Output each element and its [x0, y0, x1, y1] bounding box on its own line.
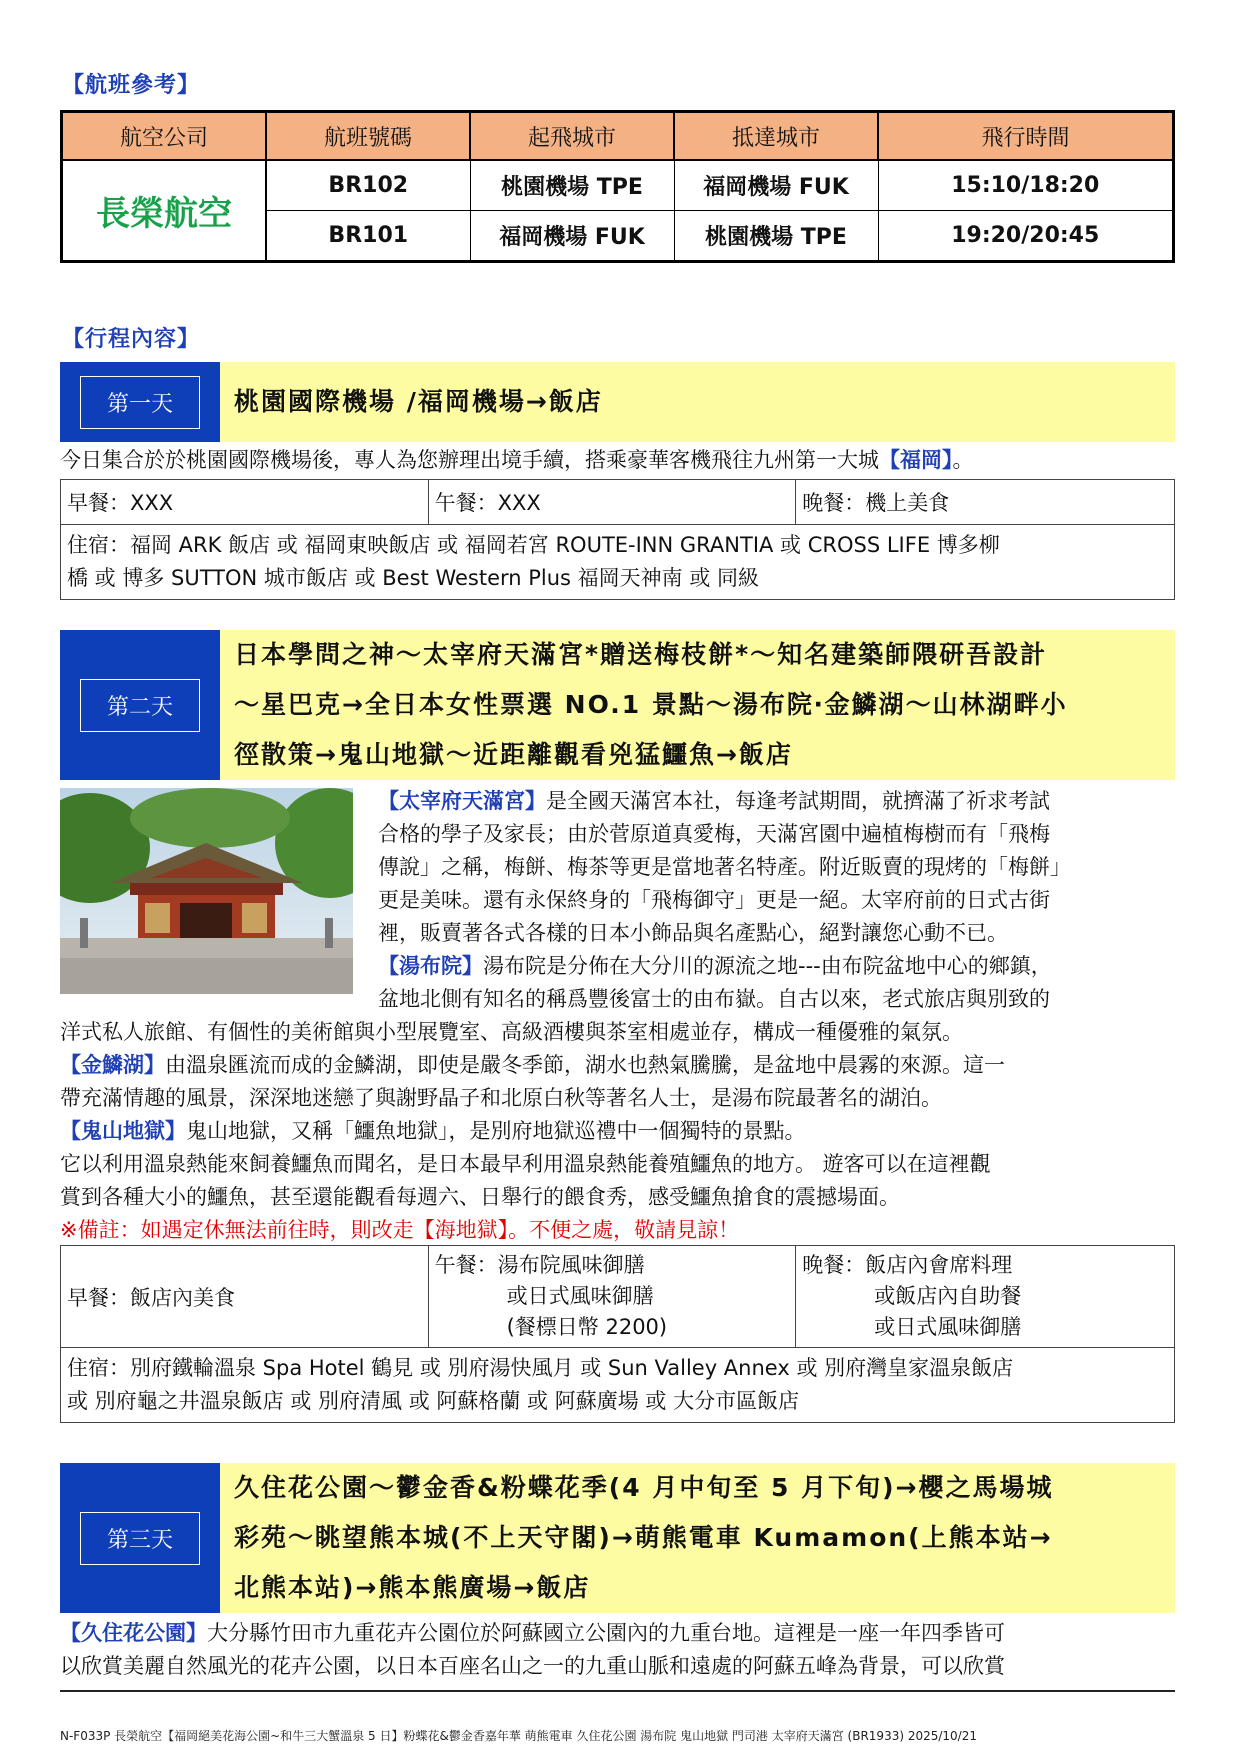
departure-city: 福岡機場 FUK — [470, 211, 674, 262]
header-departure: 起飛城市 — [470, 112, 674, 161]
flight-time: 19:20/20:45 — [878, 211, 1174, 262]
day1-lunch: 午餐：XXX — [428, 480, 796, 525]
arrival-city: 福岡機場 FUK — [674, 160, 878, 211]
flight-table — [60, 110, 1175, 263]
day1-label: 第一天 — [80, 376, 200, 429]
day3-label: 第三天 — [80, 1512, 200, 1565]
flight-number: BR101 — [266, 211, 470, 262]
day1-hotel: 住宿：福岡 ARK 飯店 或 福岡東映飯店 或 福岡若宮 ROUTE-INN GRANTIA 或 CROSS LIFE 博多柳 橋 或 博多 SUTTON 城市飯店 或 Best Western Plus 福岡天神南 或 同級 — [61, 525, 1175, 600]
kinrinko-paragraph: 【金鱗湖】由溫泉匯流而成的金鱗湖，即使是嚴冬季節，湖水也熱氣騰騰，是盆地中晨霧的來源。這一 — [60, 1053, 1005, 1077]
header-time: 飛行時間 — [878, 112, 1174, 161]
itinerary-section-title: 【行程內容】 — [62, 327, 201, 352]
day1-meal-table — [60, 479, 1175, 600]
dazaifu-paragraph: 【太宰府天滿宮】是全國天滿宮本社，每逢考試期間，就擠滿了祈求考試 合格的學子及家長；由於菅原道真愛梅，天滿宮園中遍植梅樹而有「飛梅 傳說」之稱，梅餅、梅茶等更是當地著名特產。附近販賣的現烤的「梅餅」 更是美味。還有永保終身的「飛梅御守」更是一絕。太宰府前的日式古街 裡，販賣著各式各樣的日本小飾品與名產點心，絕對讓您心動不已。 【湯布院】湯布院是分佈在大分川的源流之地---由布院盆地中心的鄉鎮， 盆地北側有知名的稱爲豐後富士的由布嶽。自古以來，老式旅店與別致的 — [378, 789, 1071, 1011]
day2-hotel: 住宿：別府鐵輪溫泉 Spa Hotel 鶴見 或 別府湯快風月 或 Sun Valley Annex 或 別府灣皇家溫泉飯店 或 別府龜之井溫泉飯店 或 別府清風 或 阿蘇格蘭 或 阿蘇廣場 或 大分市區飯店 — [61, 1348, 1175, 1423]
yufuin-continued: 洋式私人旅館、有個性的美術館與小型展覽室、高級酒樓與茶室相處並存，構成一種優雅的氣氛。 — [60, 1020, 963, 1044]
day2-lunch: 午餐：湯布院風味御膳 或日式風味御膳 (餐標日幣 2200) — [428, 1246, 796, 1348]
flight-time: 15:10/18:20 — [878, 160, 1174, 211]
day2-header — [60, 630, 1175, 780]
day3-label-box — [60, 1463, 220, 1613]
flight-number: BR102 — [266, 160, 470, 211]
day1-header — [60, 362, 1175, 442]
departure-city: 桃園機場 TPE — [470, 160, 674, 211]
day1-breakfast: 早餐：XXX — [61, 480, 429, 525]
kuju-paragraph: 【久住花公園】大分縣竹田市九重花卉公園位於阿蘇國立公園內的九重台地。這裡是一座一年四季皆可 以欣賞美麗自然風光的花卉公園，以日本百座名山之一的九重山脈和遠處的阿蘇五峰為背景，可以欣賞 — [60, 1621, 1005, 1678]
footer-divider — [60, 1690, 1175, 1692]
flight-table-header — [62, 112, 1174, 161]
day2-paragraphs: 洋式私人旅館、有個性的美術館與小型展覽室、高級酒樓與茶室相處並存，構成一種優雅的氣氛。 【金鱗湖】由溫泉匯流而成的金鱗湖，即使是嚴冬季節，湖水也熱氣騰騰，是盆地中晨霧的來源。這一 帶充滿情趣的風景，深深地迷戀了與謝野晶子和北原白秋等著名人士，是湯布院最著名的湖泊。 【鬼山地獄】鬼山地獄，又稱「鱷魚地獄」，是別府地獄巡禮中一個獨特的景點。 它以利用溫泉熱能來飼養鱷魚而聞名，是日本最早利用溫泉熱能養殖鱷魚的地方。 遊客可以在這裡觀 賞到各種大小的鱷魚，甚至還能觀看每週六、日舉行的餵食秀，感受鱷魚搶食的震撼場面。 ※備註：如遇定休無法前往時，則改走【海地獄】。不便之處，敬請見諒！ — [60, 1016, 1185, 1247]
day2-meal-table — [60, 1245, 1175, 1423]
footer-text: N-F033P 長榮航空【福岡絕美花海公園~和牛三大蟹溫泉 5 日】粉蝶花&鬱金香嘉年華 萌熊電車 久住花公園 湯布院 鬼山地獄 門司港 太宰府天滿宮 (BR1933) 2025/10/21 — [60, 1729, 977, 1743]
day2-label-box — [60, 630, 220, 780]
shrine-image-icon — [60, 788, 353, 994]
day1-label-box — [60, 362, 220, 442]
header-arrival: 抵達城市 — [674, 112, 878, 161]
day2-label: 第二天 — [80, 679, 200, 732]
oniyama-paragraph: 【鬼山地獄】鬼山地獄，又稱「鱷魚地獄」，是別府地獄巡禮中一個獨特的景點。 — [60, 1119, 806, 1143]
day2-breakfast: 早餐：飯店內美食 — [61, 1246, 429, 1348]
day2-dinner: 晚餐：飯店內會席料理 或飯店內自助餐 或日式風味御膳 — [796, 1246, 1175, 1348]
table-row — [62, 160, 1174, 211]
header-flight-no: 航班號碼 — [266, 112, 470, 161]
arrival-city: 桃園機場 TPE — [674, 211, 878, 262]
day3-header — [60, 1463, 1175, 1613]
day3-title: 久住花公園～鬱金香&粉蝶花季(4 月中旬至 5 月下旬)→櫻之馬場城 彩苑～眺望熊本城(不上天守閣)→萌熊電車 Kumamon(上熊本站→ 北熊本站)→熊本熊廣場→飯店 — [220, 1463, 1175, 1613]
day1-description: 今日集合於於桃園國際機場後，專人為您辦理出境手續，搭乘豪華客機飛往九州第一大城【福岡】。 — [60, 448, 974, 472]
day1-title: 桃園國際機場 /福岡機場→飯店 — [220, 362, 1175, 442]
header-airline: 航空公司 — [62, 112, 267, 161]
day2-title: 日本學問之神～太宰府天滿宮*贈送梅枝餅*～知名建築師隈研吾設計 ～星巴克→全日本女性票選 NO.1 景點～湯布院‧金鱗湖～山林湖畔小 徑散策→鬼山地獄～近距離觀看兇猛鱷魚→飯店 — [220, 630, 1175, 780]
dazaifu-shrine-photo — [60, 788, 353, 994]
day2-note: ※備註：如遇定休無法前往時，則改走【海地獄】。不便之處，敬請見諒！ — [60, 1218, 740, 1242]
airline-name: 長榮航空 — [62, 160, 267, 262]
flight-section-title: 【航班參考】 — [62, 73, 201, 98]
day1-dinner: 晚餐：機上美食 — [796, 480, 1175, 525]
